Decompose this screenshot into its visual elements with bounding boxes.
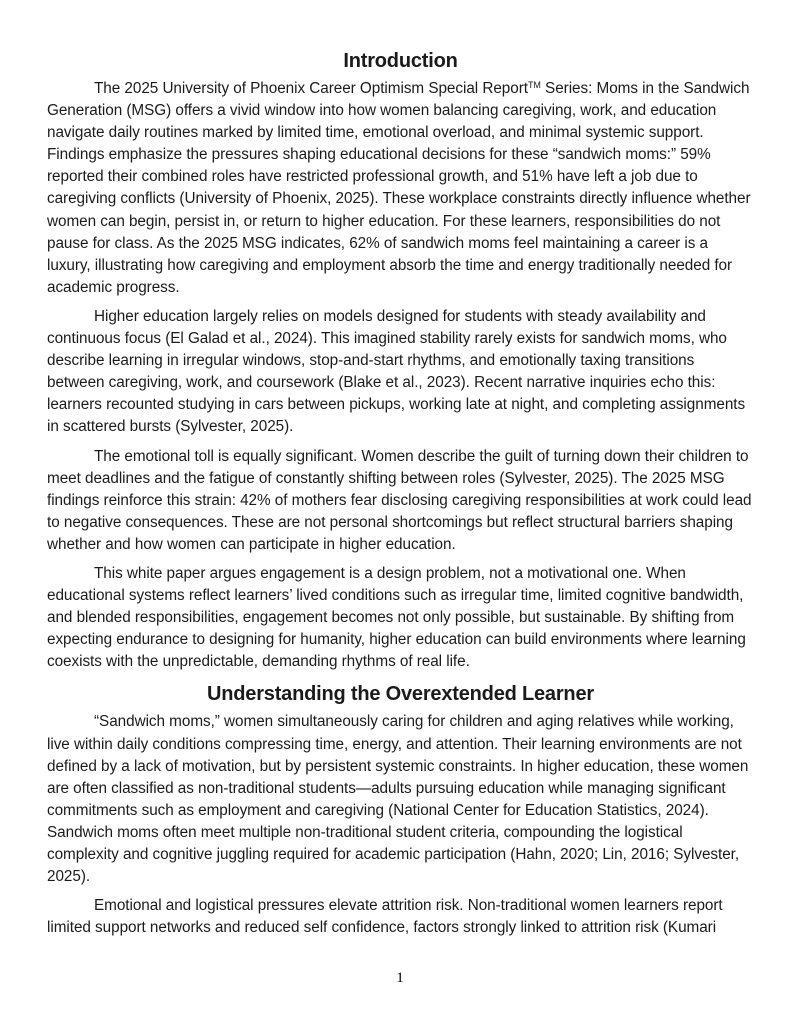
intro-paragraph-1-text: The 2025 University of Phoenix Career Optimism Special Report [94,80,528,97]
intro-paragraph-1-text-cont: Series: Moms in the Sandwich Generation (MSG) offers a vivid window into how women balancing caregiving, work, and education navigate daily routines marked by limited time, emotional overload, and minimal systemic support. Findings emphasize the pressures shaping educational decisions for these “sandwich moms:” 59% reported their combined roles have restricted professional growth, and 51% have left a job due to caregiving conflicts (University of Phoenix, 2025). These workplace constraints directly influence whether women can begin, persist in, or return to higher education. For these learners, responsibilities do not pause for class. As the 2025 MSG indicates, 62% of sandwich moms feel maintaining a career is a luxury, illustrating how caregiving and employment absorb the time and energy traditionally needed for academic progress. [47,80,751,296]
trademark-mark: TM [527,80,541,90]
intro-paragraph-1 [47,78,754,299]
section-heading-overextended-learner: Understanding the Overextended Learner [207,683,594,706]
section-heading-introduction: Introduction [343,50,458,72]
learner-paragraph-1: “Sandwich moms,” women simultaneously caring for children and aging relatives while working, live within daily conditions compressing time, energy, and attention. Their learning environments are not defined by a lack of motivation, but by persistent systemic constraints. In higher education, these women are often classified as non-traditional students—adults pursuing education while managing significant commitments such as employment and caregiving (National Center for Education Statistics, 2024). Sandwich moms often meet multiple non-traditional student criteria, compounding the logistical complexity and cognitive juggling required for academic participation (Hahn, 2020; Lin, 2016; Sylvester, 2025). [47,713,749,886]
page-number: 1 [396,970,404,986]
intro-paragraph-2: Higher education largely relies on models designed for students with steady availability and continuous focus (El Galad et al., 2024). This imagined stability rarely exists for sandwich moms, who describe learning in irregular windows, stop-and-start rhythms, and emotionally taxing transitions between caregiving, work, and coursework (Blake et al., 2023). Recent narrative inquiries echo this: learners recounted studying in cars between pickups, working late at night, and completing assignments in scattered bursts (Sylvester, 2025). [47,307,746,436]
learner-paragraph-2: Emotional and logistical pressures elevate attrition risk. Non-traditional women learners report limited support networks and reduced self confidence, factors strongly linked to attrition risk (Kumari [47,897,723,937]
intro-paragraph-4: This white paper argues engagement is a design problem, not a motivational one. When educational systems reflect learners’ lived conditions such as irregular time, limited cognitive bandwidth, and blended responsibilities, engagement becomes not only possible, but sustainable. By shifting from expecting endurance to designing for humanity, higher education can build environments where learning coexists with the unpredictable, demanding rhythms of real life. [47,564,746,671]
intro-paragraph-3: The emotional toll is equally significant. Women describe the guilt of turning down their children to meet deadlines and the fatigue of constantly shifting between roles (Sylvester, 2025). The 2025 MSG findings reinforce this strain: 42% of mothers fear disclosing caregiving responsibilities at work could lead to negative consequences. These are not personal shortcomings but reflect structural barriers shaping whether and how women can participate in higher education. [47,447,752,553]
